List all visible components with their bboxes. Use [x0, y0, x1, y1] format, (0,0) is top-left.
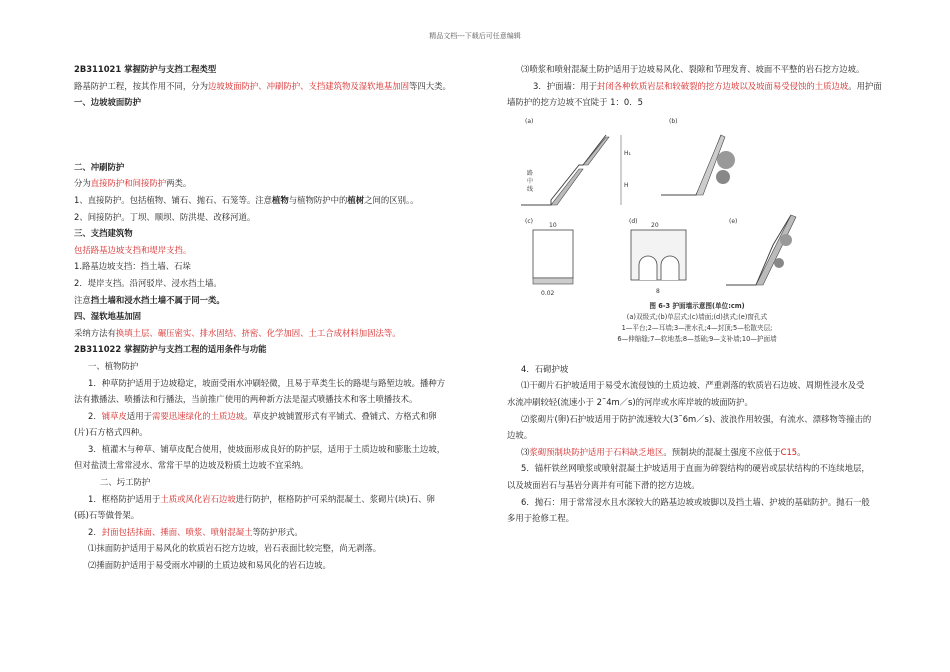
heading: 四、湿软地基加固	[74, 311, 141, 322]
paragraph: 多用于抢修工程。	[507, 513, 574, 524]
paragraph: (片)石方格式四种。	[74, 427, 148, 438]
paragraph: 法有撒播法、喷播法和行播法，当前推广使用的两种新方法是湿式喷播技术和客土喷播技术。	[74, 394, 418, 405]
paragraph: 但对盐渍土常常浸水、常常干旱的边坡及粉质土边坡不宜采纳。	[74, 460, 309, 471]
paragraph: 1．框格防护适用于土质或风化岩石边坡进行防护，框格防护可采纳混凝土、浆砌片(块)石、卵	[88, 493, 435, 504]
fig-label-b: (b)	[669, 117, 678, 125]
heading: 4．石砌护坡	[521, 363, 569, 374]
paragraph: 1．种草防护适用于边坡稳定，坡面受雨水冲刷轻微，且易于草类生长的路堤与路堑边坡。播种方	[88, 377, 446, 388]
fig-b-rock	[717, 151, 735, 169]
paragraph: 包括路基边坡支挡和堤岸支挡。	[74, 244, 192, 255]
paragraph: 2．铺草皮适用于需要迅速绿化的土质边坡。草皮护坡铺置形式有平铺式、叠铺式、方格式和卵	[88, 410, 437, 421]
retaining-wall-figure	[511, 115, 883, 355]
heading: 一、植物防护	[88, 360, 139, 371]
fig-d-dim8: 8	[656, 287, 660, 295]
left-column	[74, 61, 474, 574]
paragraph: ⑴干砌片石护坡适用于易受水流侵蚀的土质边坡、严重剥落的软质岩石边坡、周期性浸水及受	[521, 380, 865, 391]
fig-d-arch	[639, 256, 657, 280]
figure-caption-line: (a)双级式;(b)单层式;(c)墙面;(d)拱式;(e)窗孔式	[626, 312, 768, 321]
paragraph: 2．堤岸支挡。沿河驳岸、浸水挡土墙。	[74, 277, 222, 288]
paragraph: (砾)石等做骨架。	[74, 510, 140, 521]
figure-drawing	[511, 115, 883, 299]
paragraph: 路基防护工程，按其作用不同，分为边坡坡面防护、冲刷防护、支挡建筑物及湿软地基加固等四大类。	[74, 80, 451, 91]
blank-space	[74, 111, 474, 159]
paragraph: 以及坡面岩石与基岩分离并有可能下滑的挖方边坡。	[507, 479, 700, 490]
fig-a-lu: 路	[527, 169, 534, 177]
paragraph: ⑵捶面防护适用于易受雨水冲刷的土质边坡和易风化的岩石边坡。	[88, 560, 331, 571]
paragraph: 2、间接防护。丁坝、顺坝、防洪堤、改移河道。	[74, 211, 256, 222]
figure-caption-line: 1—平台;2—耳墙;3—泄水孔;4—封顶;5—松散夹层;	[621, 323, 773, 332]
paragraph: 6．抛石：用于常常浸水且水深较大的路基边坡或坡脚以及挡土墙、护坡的基础防护。抛石一般	[521, 496, 870, 507]
fig-a-zhong: 中	[527, 177, 534, 185]
paragraph: ⑴抹面防护适用于易风化的软质岩石挖方边坡，岩石表面比较完整，尚无剥落。	[88, 543, 382, 554]
paragraph: ⑶浆砌预制块防护适用于石料缺乏地区。预制块的混凝土强度不应低于C15。	[521, 446, 806, 457]
paragraph: 3．护面墙：用于封闭各种软质岩层和较破裂的挖方边坡以及坡面易受侵蚀的土质边坡。用护面	[533, 80, 882, 91]
fig-c-dim10: 10	[549, 221, 557, 229]
fig-c-dim002: 0.02	[541, 289, 555, 297]
right-column	[507, 61, 887, 527]
heading: 一、边坡坡面防护	[74, 97, 141, 108]
section-title: 2B311021 掌握防护与支挡工程类型	[74, 64, 217, 74]
paragraph: 分为直接防护和间接防护两类。	[74, 178, 192, 189]
fig-label-e: (e)	[729, 217, 738, 225]
fig-a-lower-wall	[551, 169, 583, 205]
paragraph: 采纳方法有换填土层、碾压密实、排水固结、挤密、化学加固、土工合成材料加固法等。	[74, 327, 401, 338]
fig-d-dim20: 20	[651, 221, 659, 229]
paragraph: ⑵浆砌片(卵)石护坡适用于防护流速较大(3˜6m／s)、波浪作用较强，有流水、漂移物等撞击的	[521, 413, 872, 424]
paragraph: 墙防护的挖方边坡不宜陡于 1：0．5	[507, 97, 643, 108]
page-header: 精品文档---下载后可任意编辑	[429, 32, 521, 40]
heading: 三、支挡建筑物	[74, 228, 133, 239]
fig-e-wall	[756, 215, 796, 285]
paragraph: 边坡。	[507, 430, 533, 441]
fig-e-rock	[780, 234, 792, 246]
fig-c-base	[533, 278, 573, 284]
figure-caption-line: 6—伸缩缝;7—软地基;8—基础;9—支补墙;10—护面墙	[617, 334, 777, 343]
fig-label-c: (c)	[525, 217, 533, 225]
heading: 二、圬工防护	[100, 477, 151, 488]
paragraph: 注意挡土墙和浸水挡土墙不属于同一类。	[74, 294, 225, 305]
paragraph: 5．锚杆铁丝网喷浆或喷射混凝土护坡适用于直面为碎裂结构的硬岩或层状结构的不连续地层，	[521, 463, 870, 474]
fig-a-xian: 线	[527, 185, 534, 193]
fig-e-rock	[774, 258, 784, 268]
heading: 二、冲刷防护	[74, 161, 125, 172]
fig-d-arch	[661, 256, 679, 280]
paragraph: 水流冲刷较轻(流速小于 2˜4m／s)的河岸或水库岸坡的坡面防护。	[507, 396, 753, 407]
fig-label-a: (a)	[525, 117, 534, 125]
paragraph: 1.路基边坡支挡：挡土墙、石垛	[74, 261, 191, 272]
fig-a-h: H	[624, 181, 629, 189]
fig-e-slope	[726, 215, 791, 285]
paragraph: 1、直接防护。包括植物、铺石、抛石、石笼等。注意植物与植物防护中的植树之间的区别。。	[74, 194, 419, 205]
paragraph: 3．植灌木与种草、铺草皮配合使用，使坡面形成良好的防护层，适用于土质边坡和膨胀土边坡，	[88, 443, 446, 454]
fig-c-wall	[533, 230, 573, 278]
fig-b-rock	[716, 170, 730, 184]
paragraph: 2．封面包括抹面、捶面、喷浆、喷射混凝土等防护形式。	[88, 526, 303, 537]
section-title: 2B311022 掌握防护与支挡工程的适用条件与功能	[74, 344, 267, 355]
fig-a-upper-wall	[583, 137, 609, 165]
fig-a-h1: H₁	[624, 149, 631, 157]
paragraph: ⑶喷浆和喷射混凝土防护适用于边坡易风化、裂隙和节理发育、坡面不平整的岩石挖方边坡。	[521, 64, 865, 74]
figure-caption-title: 图 6-3 护面墙示意图(单位:cm)	[649, 301, 745, 310]
fig-label-d: (d)	[629, 217, 638, 225]
